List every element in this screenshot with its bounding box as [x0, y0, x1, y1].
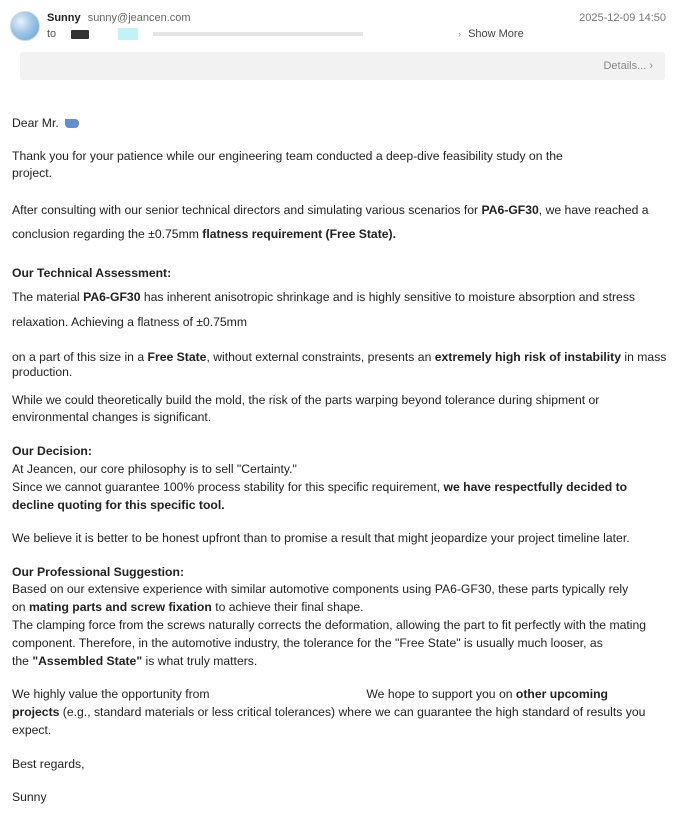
text: on a part of this size in a	[12, 350, 148, 364]
details-link[interactable]	[603, 60, 653, 72]
text: The clamping force from the screws naturally corrects the deformation, allowing the part to fit perfectly with the mating	[12, 618, 647, 632]
show-more-link[interactable]	[458, 28, 524, 40]
emphasis: projects	[12, 705, 60, 719]
text: Best regards,	[12, 757, 85, 771]
email-date: 2025-12-09 14:50	[579, 12, 666, 24]
chevron-right-icon: ›	[458, 29, 461, 39]
text: Thank you for your patience while our engineering team conducted a deep-dive feasibility study on the	[12, 149, 563, 163]
sender-name[interactable]: Sunny	[47, 12, 81, 24]
emphasis: other upcoming	[515, 687, 608, 701]
material-name: PA6-GF30	[83, 290, 141, 304]
text: Sunny	[12, 790, 47, 804]
text: production.	[12, 365, 73, 379]
text: environmental changes is significant.	[12, 410, 212, 424]
heading-text: Our Decision:	[12, 444, 92, 458]
greeting	[12, 115, 79, 132]
details-bar[interactable]	[20, 52, 665, 80]
text: component. Therefore, in the automotive industry, the tolerance for the "Free State" is usually much looser, as	[12, 636, 603, 650]
heading-suggestion	[12, 564, 184, 581]
text: conclusion regarding the ±0.75mm	[12, 227, 203, 241]
text: Since we cannot guarantee 100% process stability for this specific requirement,	[12, 480, 444, 494]
paragraph-5	[12, 392, 599, 409]
text: on	[12, 600, 29, 614]
paragraph-8	[12, 530, 630, 547]
emphasis: decline quoting for this specific tool.	[12, 498, 225, 512]
text: , we have reached a	[538, 203, 649, 217]
text: The material	[12, 290, 84, 304]
text: project.	[12, 166, 52, 180]
paragraph-9	[12, 581, 628, 598]
paragraph-11-cont	[12, 704, 645, 721]
text: , without external constraints, presents an	[206, 350, 435, 364]
closing	[12, 756, 84, 773]
emphasis: mating parts and screw fixation	[28, 600, 212, 614]
text: has inherent anisotropic shrinkage and is highly sensitive to moisture absorption and stress	[140, 290, 636, 304]
heading-decision	[12, 443, 92, 460]
text: is what truly matters.	[142, 654, 258, 668]
recipients-line	[47, 28, 527, 40]
text: expect.	[12, 723, 52, 737]
text: At Jeancen, our core philosophy is to sell "Certainty."	[12, 462, 297, 476]
paragraph-4	[12, 349, 666, 366]
text: While we could theoretically build the mold, the risk of the parts warping beyond tolerance during shipment or	[12, 393, 600, 407]
details-label: Details...	[603, 60, 647, 72]
text: We hope to support you on	[362, 687, 516, 701]
text: to achieve their final shape.	[211, 600, 364, 614]
paragraph-2-cont	[12, 226, 396, 243]
chevron-right-icon: ›	[649, 60, 653, 72]
heading-text: Our Professional Suggestion:	[12, 565, 184, 579]
show-more-label: Show More	[468, 28, 524, 40]
to-label: to	[47, 28, 57, 40]
paragraph-10-cont	[12, 635, 603, 652]
paragraph-9-cont	[12, 599, 364, 616]
sender-email[interactable]: sunny@jeancen.com	[87, 12, 191, 24]
paragraph-3-cont	[12, 314, 247, 331]
heading-assessment	[12, 265, 171, 282]
text: relaxation. Achieving a flatness of ±0.75mm	[12, 315, 247, 329]
paragraph-7	[12, 479, 627, 496]
text: in mass	[621, 350, 667, 364]
paragraph-3	[12, 289, 635, 306]
paragraph-4-cont	[12, 364, 72, 381]
emphasis: "Assembled State"	[32, 654, 143, 668]
paragraph-1	[12, 148, 563, 165]
text: We highly value the opportunity from	[12, 687, 213, 701]
paragraph-6	[12, 461, 297, 478]
signature	[12, 789, 47, 806]
redacted-name	[65, 119, 79, 128]
paragraph-11-end	[12, 722, 51, 739]
greeting-text: Dear Mr.	[12, 116, 59, 130]
heading-text: Our Technical Assessment:	[12, 266, 172, 280]
text: (e.g., standard materials or less critical tolerances) where we can guarantee the high standard of results you	[59, 705, 646, 719]
paragraph-11	[12, 686, 608, 703]
text: Based on our extensive experience with similar automotive components using PA6-GF30, these parts typically rely	[12, 582, 629, 596]
sender-info	[47, 12, 191, 24]
paragraph-10-end	[12, 653, 257, 670]
material-name: PA6-GF30	[481, 203, 539, 217]
text: We believe it is better to be honest upfront than to promise a result that might jeopardize your project timeline later.	[12, 531, 630, 545]
redacted-recipient-list	[153, 32, 363, 36]
sender-avatar[interactable]	[10, 11, 40, 41]
paragraph-7-cont	[12, 497, 225, 514]
paragraph-1-cont	[12, 165, 52, 182]
paragraph-2	[12, 202, 649, 219]
redacted-recipient	[71, 30, 89, 39]
text: After consulting with our senior technical directors and simulating various scenarios for	[12, 203, 482, 217]
emphasis: we have respectfully decided to	[443, 480, 628, 494]
email-header	[0, 0, 674, 52]
paragraph-10	[12, 617, 646, 634]
text: the	[12, 654, 33, 668]
paragraph-5-cont	[12, 409, 211, 426]
redacted-recipient	[118, 28, 138, 40]
emphasis: Free State	[147, 350, 207, 364]
emphasis: extremely high risk of instability	[434, 350, 621, 364]
requirement: flatness requirement (Free State).	[202, 227, 396, 241]
